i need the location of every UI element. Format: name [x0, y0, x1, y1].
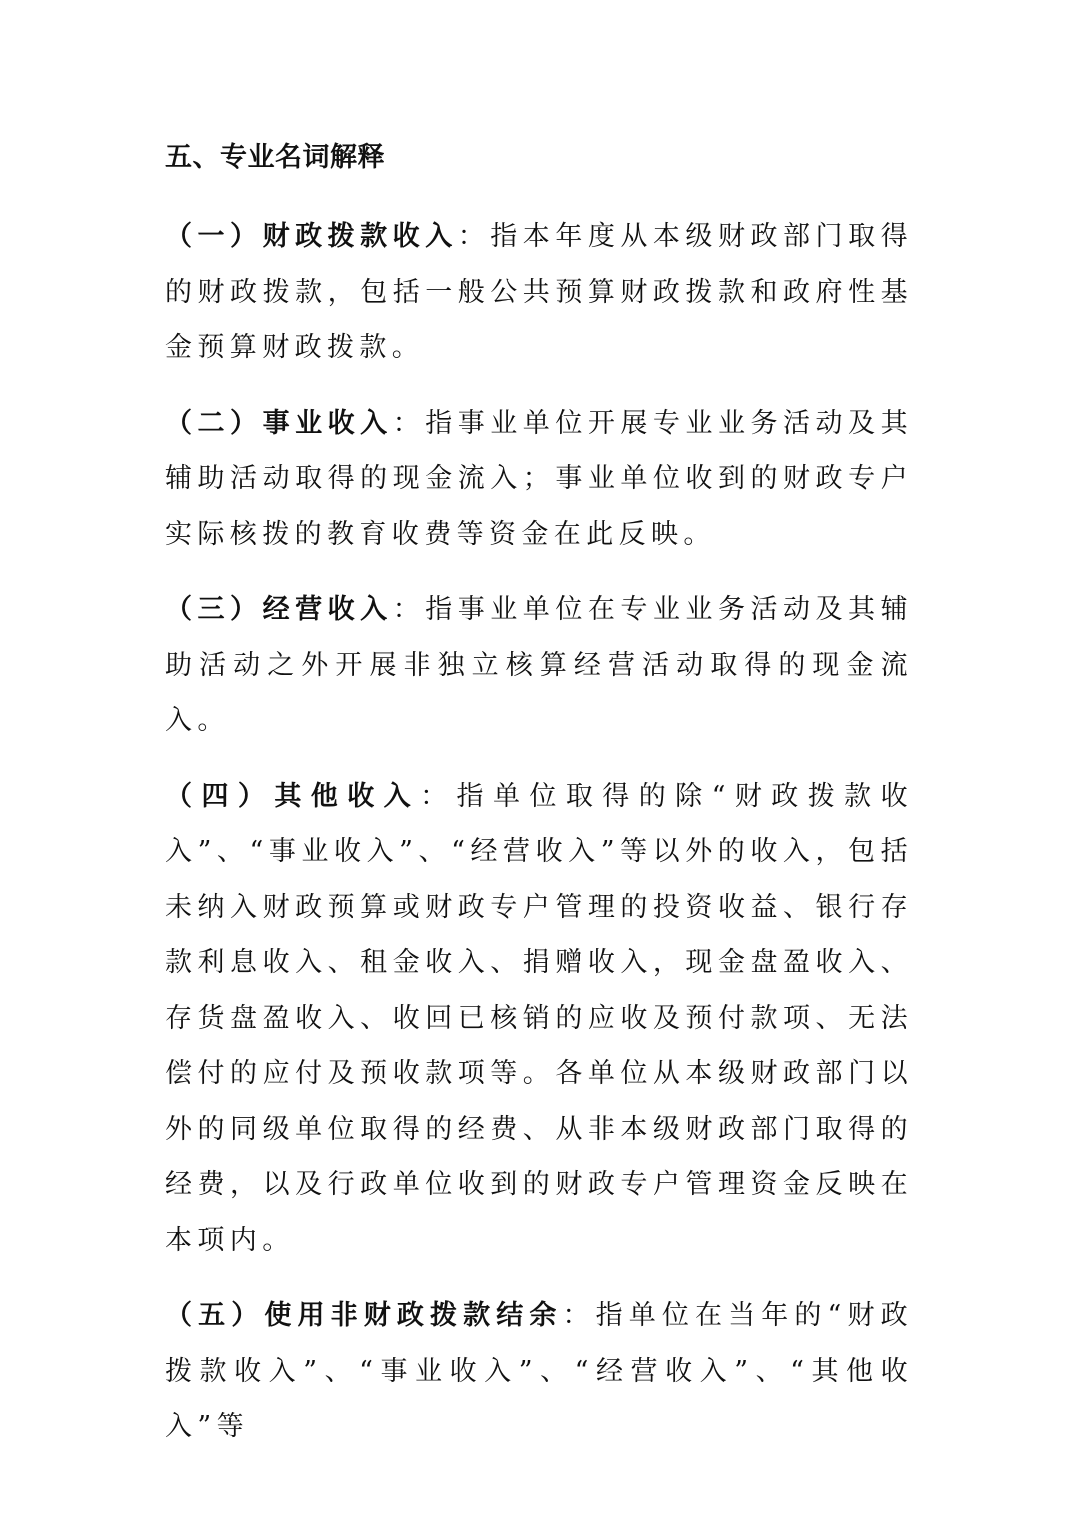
definition-paragraph-3: [165, 582, 913, 749]
definition-term: （一）财政拨款收入: [165, 221, 458, 252]
definition-term: （四）其他收入: [165, 780, 421, 812]
definition-paragraph-1: [165, 209, 913, 376]
definition-term: （二）事业收入: [165, 407, 393, 439]
definition-term: （三）经营收入: [165, 594, 393, 625]
definition-term: （五）使用非财政拨款结余: [165, 1300, 563, 1331]
section-heading: 五、专业名词解释: [165, 142, 385, 173]
definition-text: ：指单位在当年的“财政拨款收入”、“事业收入”、“经营收入”、“其他收入”等: [165, 1300, 913, 1442]
document-page: [165, 138, 913, 1475]
definition-text: ：指单位取得的除“财政拨款收入”、“事业收入”、“经营收入”等以外的收入，包括未纳入财政预算或财政专户管理的投资收益、银行存款利息收入、租金收入、捐赠收入，现金盘盈收入、存货盘盈收入、收回已核销的应收及预付款项、无法偿付的应付及预收款项等。各单位从本级财政部门以外的同级单位取得的经费、从非本级财政部门取得的经费，以及行政单位收到的财政专户管理资金反映在本项内。: [165, 780, 913, 1256]
definition-text: ：指本年度从本级财政部门取得的财政拨款，包括一般公共预算财政拨款和政府性基金预算财政拨款。: [165, 221, 913, 363]
definition-text: ：指事业单位在专业业务活动及其辅助活动之外开展非独立核算经营活动取得的现金流入。: [165, 594, 913, 736]
definition-paragraph-5: [165, 1288, 913, 1455]
definition-text: ：指事业单位开展专业业务活动及其辅助活动取得的现金流入；事业单位收到的财政专户实际核拨的教育收费等资金在此反映。: [165, 407, 913, 550]
definition-paragraph-4: [165, 769, 913, 1269]
definition-paragraph-2: [165, 396, 913, 563]
